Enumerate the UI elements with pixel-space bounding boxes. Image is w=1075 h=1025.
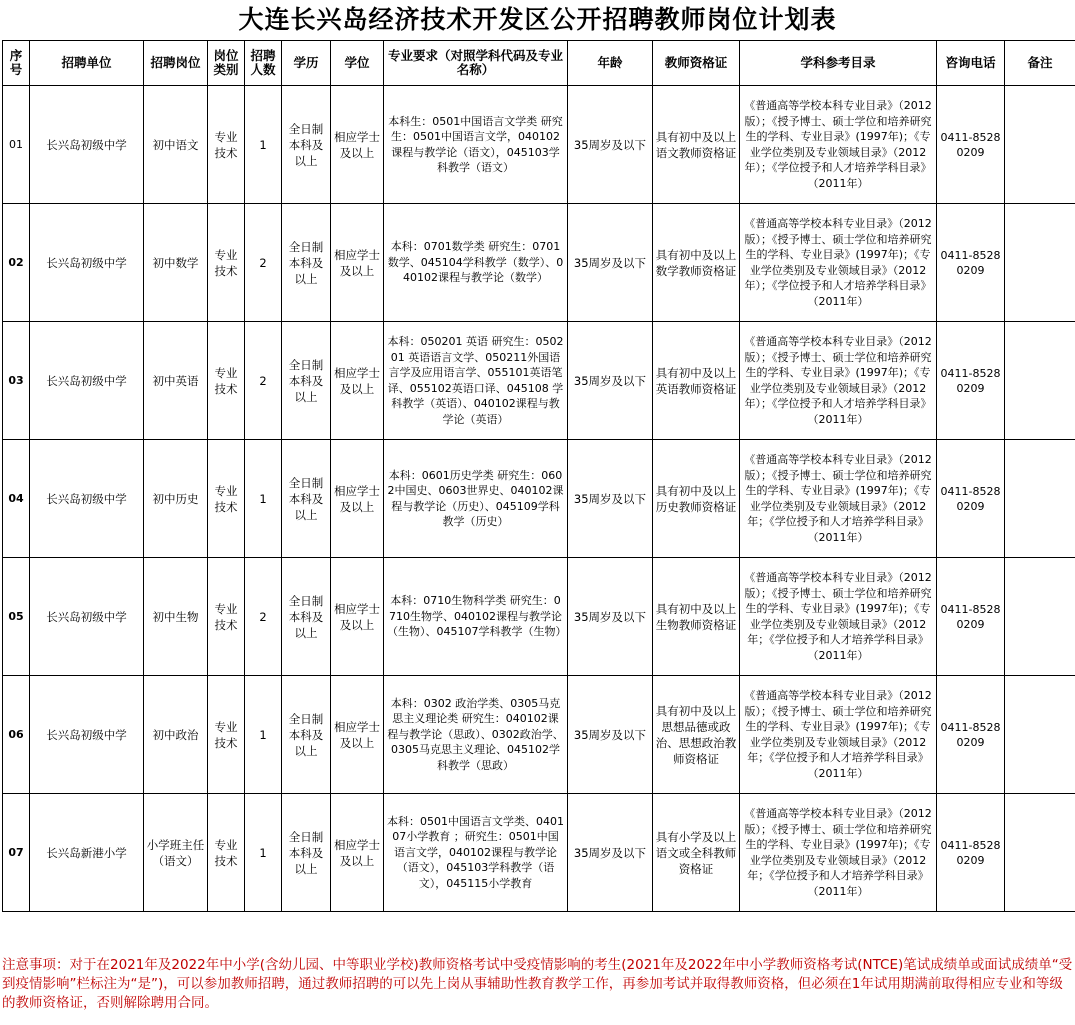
cell-ref: 《普通高等学校本科专业目录》（2012版）；《授予博士、硕士学位和培养研究生的学科、专业目录》(1997年)；《专业学位类别及专业领域目录》（2012年；《学位授予和人才培养学科目录》（2011年） xyxy=(740,794,937,912)
cell-education: 全日制本科及以上 xyxy=(282,558,331,676)
cell-seq: 05 xyxy=(3,558,30,676)
cell-category: 专业技术 xyxy=(208,322,245,440)
cell-education: 全日制本科及以上 xyxy=(282,86,331,204)
cell-education: 全日制本科及以上 xyxy=(282,204,331,322)
cell-major: 本科：0710生物科学类 研究生：0710生物学、040102课程与教学论（生物）、045107学科教学（生物） xyxy=(384,558,568,676)
cell-category: 专业技术 xyxy=(208,794,245,912)
cell-ref: 《普通高等学校本科专业目录》（2012版）；《授予博士、硕士学位和培养研究生的学科、专业目录》(1997年)；《专业学位类别及专业领域目录》（2012年；《学位授予和人才培养学科目录》（2011年） xyxy=(740,440,937,558)
cell-phone: 0411-85280209 xyxy=(937,204,1005,322)
cell-cert: 具有初中及以上英语教师资格证 xyxy=(653,322,740,440)
cell-post: 初中历史 xyxy=(144,440,208,558)
cell-degree: 相应学士及以上 xyxy=(331,440,384,558)
cell-phone: 0411-85280209 xyxy=(937,558,1005,676)
header-count: 招聘人数 xyxy=(245,41,282,86)
cell-post: 初中数学 xyxy=(144,204,208,322)
cell-count: 1 xyxy=(245,440,282,558)
cell-category: 专业技术 xyxy=(208,676,245,794)
cell-phone: 0411-85280209 xyxy=(937,86,1005,204)
cell-count: 2 xyxy=(245,204,282,322)
table-row xyxy=(3,322,1075,440)
cell-category: 专业技术 xyxy=(208,86,245,204)
cell-unit: 长兴岛初级中学 xyxy=(30,322,144,440)
cell-category: 专业技术 xyxy=(208,558,245,676)
header-ref: 学科参考目录 xyxy=(740,41,937,86)
cell-unit: 长兴岛初级中学 xyxy=(30,558,144,676)
cell-seq: 01 xyxy=(3,86,30,204)
cell-education: 全日制本科及以上 xyxy=(282,676,331,794)
cell-post: 初中政治 xyxy=(144,676,208,794)
table-row xyxy=(3,558,1075,676)
page-title: 大连长兴岛经济技术开发区公开招聘教师岗位计划表 xyxy=(238,5,837,34)
cell-major: 本科生：0501中国语言文学类 研究生：0501中国语言文学，040102课程与教学论（语文），045103学科教学（语文） xyxy=(384,86,568,204)
cell-remark xyxy=(1005,204,1075,322)
cell-education: 全日制本科及以上 xyxy=(282,440,331,558)
table-row xyxy=(3,204,1075,322)
cell-seq: 04 xyxy=(3,440,30,558)
cell-major: 本科：0601历史学类 研究生：0602中国史、0603世界史、040102课程与教学论（历史）、045109学科教学（历史） xyxy=(384,440,568,558)
cell-cert: 具有初中及以上数学教师资格证 xyxy=(653,204,740,322)
header-degree: 学位 xyxy=(331,41,384,86)
cell-post: 小学班主任（语文） xyxy=(144,794,208,912)
cell-ref: 《普通高等学校本科专业目录》（2012版）；《授予博士、硕士学位和培养研究生的学科、专业目录》(1997年)；《专业学位类别及专业领域目录》（2012年；《学位授予和人才培养学科目录》（2011年） xyxy=(740,558,937,676)
cell-major: 本科：0302 政治学类、0305马克思主义理论类 研究生：040102课程与教学论（思政）、0302政治学、0305马克思主义理论、045102学科教学（思政） xyxy=(384,676,568,794)
cell-seq: 06 xyxy=(3,676,30,794)
cell-age: 35周岁及以下 xyxy=(568,86,653,204)
cell-education: 全日制本科及以上 xyxy=(282,794,331,912)
header-cert: 教师资格证 xyxy=(653,41,740,86)
cell-degree: 相应学士及以上 xyxy=(331,86,384,204)
cell-unit: 长兴岛初级中学 xyxy=(30,204,144,322)
cell-post: 初中生物 xyxy=(144,558,208,676)
cell-cert: 具有小学及以上语文或全科教师资格证 xyxy=(653,794,740,912)
table-row xyxy=(3,440,1075,558)
recruitment-table xyxy=(2,40,1075,912)
cell-degree: 相应学士及以上 xyxy=(331,558,384,676)
cell-ref: 《普通高等学校本科专业目录》（2012版）；《授予博士、硕士学位和培养研究生的学科、专业目录》(1997年)；《专业学位类别及专业领域目录》（2012年）；《学位授予和人才培养学科目录》（2011年） xyxy=(740,322,937,440)
cell-remark xyxy=(1005,440,1075,558)
notice-text: 注意事项：对于在2021年及2022年中小学(含幼儿园、中等职业学校)教师资格考试中受疫情影响的考生(2021年及2022年中小学教师资格考试(NTCE)笔试成绩单或面试成绩单“受到疫情影响”栏标注为“是”)，可以参加教师招聘，通过教师招聘的可以先上岗从事辅助性教育教学工作，再参加考试并取得教师资格，但必须在1年试用期满前取得相应专业和等级的教师资格证，否则解除聘用合同。 xyxy=(2,957,1073,1011)
cell-remark xyxy=(1005,794,1075,912)
header-post: 招聘岗位 xyxy=(144,41,208,86)
cell-age: 35周岁及以下 xyxy=(568,440,653,558)
cell-age: 35周岁及以下 xyxy=(568,794,653,912)
cell-age: 35周岁及以下 xyxy=(568,204,653,322)
cell-seq: 03 xyxy=(3,322,30,440)
cell-unit: 长兴岛初级中学 xyxy=(30,86,144,204)
header-remark: 备注 xyxy=(1005,41,1075,86)
cell-degree: 相应学士及以上 xyxy=(331,322,384,440)
cell-phone: 0411-85280209 xyxy=(937,676,1005,794)
header-phone: 咨询电话 xyxy=(937,41,1005,86)
cell-count: 1 xyxy=(245,86,282,204)
cell-cert: 具有初中及以上思想品德或政治、思想政治教师资格证 xyxy=(653,676,740,794)
cell-age: 35周岁及以下 xyxy=(568,558,653,676)
cell-post: 初中英语 xyxy=(144,322,208,440)
header-seq: 序号 xyxy=(3,41,30,86)
cell-cert: 具有初中及以上语文教师资格证 xyxy=(653,86,740,204)
cell-education: 全日制本科及以上 xyxy=(282,322,331,440)
header-age: 年龄 xyxy=(568,41,653,86)
cell-post: 初中语文 xyxy=(144,86,208,204)
cell-cert: 具有初中及以上历史教师资格证 xyxy=(653,440,740,558)
cell-remark xyxy=(1005,558,1075,676)
cell-remark xyxy=(1005,86,1075,204)
cell-degree: 相应学士及以上 xyxy=(331,204,384,322)
cell-category: 专业技术 xyxy=(208,204,245,322)
cell-ref: 《普通高等学校本科专业目录》（2012版）；《授予博士、硕士学位和培养研究生的学科、专业目录》(1997年)；《专业学位类别及专业领域目录》（2012年）；《学位授予和人才培养学科目录》（2011年） xyxy=(740,204,937,322)
table-row xyxy=(3,676,1075,794)
cell-count: 1 xyxy=(245,794,282,912)
table-header-row xyxy=(3,41,1075,86)
cell-count: 2 xyxy=(245,322,282,440)
cell-remark xyxy=(1005,322,1075,440)
cell-seq: 02 xyxy=(3,204,30,322)
cell-phone: 0411-85280209 xyxy=(937,440,1005,558)
cell-ref: 《普通高等学校本科专业目录》（2012版）；《授予博士、硕士学位和培养研究生的学科、专业目录》(1997年)；《专业学位类别及专业领域目录》（2012年；《学位授予和人才培养学科目录》（2011年） xyxy=(740,676,937,794)
cell-seq: 07 xyxy=(3,794,30,912)
cell-degree: 相应学士及以上 xyxy=(331,676,384,794)
cell-remark xyxy=(1005,676,1075,794)
cell-phone: 0411-85280209 xyxy=(937,794,1005,912)
header-major: 专业要求（对照学科代码及专业名称） xyxy=(384,41,568,86)
cell-unit: 长兴岛初级中学 xyxy=(30,676,144,794)
header-unit: 招聘单位 xyxy=(30,41,144,86)
cell-ref: 《普通高等学校本科专业目录》（2012版）；《授予博士、硕士学位和培养研究生的学科、专业目录》(1997年)；《专业学位类别及专业领域目录》（2012年）；《学位授予和人才培养学科目录》（2011年） xyxy=(740,86,937,204)
header-education: 学历 xyxy=(282,41,331,86)
cell-count: 2 xyxy=(245,558,282,676)
table-row xyxy=(3,794,1075,912)
cell-age: 35周岁及以下 xyxy=(568,322,653,440)
cell-major: 本科：0501中国语言文学类、040107小学教育 ；研究生：0501中国语言文学，040102课程与教学论（语文），045103学科教学（语文），045115小学教育 xyxy=(384,794,568,912)
table-row xyxy=(3,86,1075,204)
header-category: 岗位类别 xyxy=(208,41,245,86)
cell-major: 本科：050201 英语 研究生：050201 英语语言文学、050211外国语言学及应用语言学、055101英语笔译、055102英语口译、045108 学科教学（英语）、040102课程与教学论（英语） xyxy=(384,322,568,440)
cell-major: 本科：0701数学类 研究生：0701数学、045104学科教学（数学）、040102课程与教学论（数学） xyxy=(384,204,568,322)
cell-degree: 相应学士及以上 xyxy=(331,794,384,912)
cell-phone: 0411-85280209 xyxy=(937,322,1005,440)
cell-unit: 长兴岛新港小学 xyxy=(30,794,144,912)
cell-category: 专业技术 xyxy=(208,440,245,558)
cell-unit: 长兴岛初级中学 xyxy=(30,440,144,558)
cell-age: 35周岁及以下 xyxy=(568,676,653,794)
cell-cert: 具有初中及以上生物教师资格证 xyxy=(653,558,740,676)
cell-count: 1 xyxy=(245,676,282,794)
